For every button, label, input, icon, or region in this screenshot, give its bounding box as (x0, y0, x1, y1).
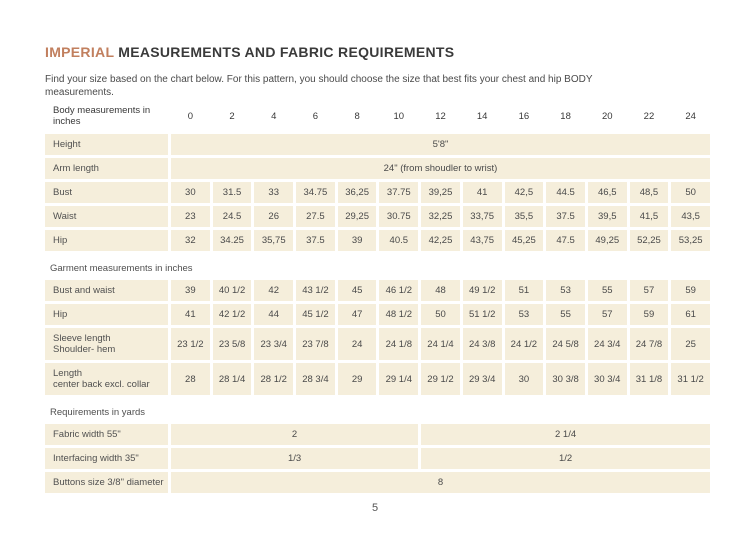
value-cell: 53,25 (671, 230, 710, 251)
value-cell: 39 (338, 230, 377, 251)
value-cell: 41,5 (630, 206, 669, 227)
value-cell: 37.5 (546, 206, 585, 227)
value-cell: 40 1/2 (213, 280, 252, 301)
value-cell: 31.5 (213, 182, 252, 203)
value-cell: 49 1/2 (463, 280, 502, 301)
size-column-header: 14 (476, 110, 488, 122)
section-header: Requirements in yards (50, 407, 146, 418)
value-cell: 45 1/2 (296, 304, 335, 325)
size-column-header: 20 (601, 110, 613, 122)
merged-value: 8 (171, 472, 710, 493)
value-cell: 24 1/8 (379, 328, 418, 360)
value-cell: 49,25 (588, 230, 627, 251)
value-cell: 43,5 (671, 206, 710, 227)
value-cell: 51 (505, 280, 544, 301)
value-cell: 39,5 (588, 206, 627, 227)
value-cell: 41 (171, 304, 210, 325)
value-cell: 51 1/2 (463, 304, 502, 325)
value-cell: 32,25 (421, 206, 460, 227)
value-cell: 24 7/8 (630, 328, 669, 360)
value-cell: 25 (671, 328, 710, 360)
value-cell: 24 3/8 (463, 328, 502, 360)
row-label: Hip (45, 230, 168, 251)
value-cell: 24 5/8 (546, 328, 585, 360)
value-cell: 23 1/2 (171, 328, 210, 360)
size-column-header: 2 (229, 110, 235, 122)
value-cell: 35,75 (254, 230, 293, 251)
row-label: Bust and waist (45, 280, 168, 301)
size-column-header: 0 (187, 110, 193, 122)
value-cell: 31 1/8 (630, 363, 669, 395)
value-cell: 33,75 (463, 206, 502, 227)
row-label (45, 328, 168, 360)
value-cell: 48 1/2 (379, 304, 418, 325)
value-cell: 39,25 (421, 182, 460, 203)
size-column-header: 24 (685, 110, 696, 122)
value-cell: 42,25 (421, 230, 460, 251)
value-cell: 42 (254, 280, 293, 301)
value-cell: 35,5 (505, 206, 544, 227)
row-label-line2: center back excl. collar (53, 379, 150, 390)
row-label: Hip (45, 304, 168, 325)
row-label-line2: Shoulder- hem (53, 344, 116, 355)
value-cell: 29 1/2 (421, 363, 460, 395)
value-cell: 50 (671, 182, 710, 203)
merged-value: 5'8" (171, 134, 710, 155)
value-cell: 55 (546, 304, 585, 325)
value-cell: 24 1/2 (505, 328, 544, 360)
value-cell: 37.5 (296, 230, 335, 251)
value-cell: 45 (338, 280, 377, 301)
value-cell: 28 1/2 (254, 363, 293, 395)
value-cell: 37.75 (379, 182, 418, 203)
value-cell: 28 3/4 (296, 363, 335, 395)
size-column-header: 4 (271, 110, 277, 122)
value-cell: 57 (630, 280, 669, 301)
value-cell: 48,5 (630, 182, 669, 203)
value-cell: 40.5 (379, 230, 418, 251)
value-cell: 30 (505, 363, 544, 395)
value-cell: 41 (463, 182, 502, 203)
value-cell: 44 (254, 304, 293, 325)
value-cell: 39 (171, 280, 210, 301)
value-cell: 24 (338, 328, 377, 360)
row-label: Interfacing width 35" (45, 448, 168, 469)
row-label-line1: Sleeve length (53, 333, 111, 344)
row-label (45, 363, 168, 395)
value-cell: 43,75 (463, 230, 502, 251)
value-cell: 42,5 (505, 182, 544, 203)
value-cell: 53 (546, 280, 585, 301)
value-cell: 46 1/2 (379, 280, 418, 301)
value-cell: 47.5 (546, 230, 585, 251)
intro-text: Find your size based on the chart below. For this pattern, you should choose the size that best fits your chest and hip BODY measurements. (45, 74, 593, 98)
value-cell: 57 (588, 304, 627, 325)
size-column-header: 12 (435, 110, 446, 122)
value-cell: 48 (421, 280, 460, 301)
size-column-header: 18 (560, 110, 571, 122)
value-cell: 24.5 (213, 206, 252, 227)
value-cell: 23 7/8 (296, 328, 335, 360)
value-cell: 61 (671, 304, 710, 325)
page-number: 5 (371, 502, 379, 514)
value-cell: 53 (505, 304, 544, 325)
value-cell: 24 1/4 (421, 328, 460, 360)
value-cell: 50 (421, 304, 460, 325)
row-label: Arm length (45, 158, 168, 179)
value-cell: 33 (254, 182, 293, 203)
size-column-header: 8 (354, 110, 360, 122)
value-cell: 34.75 (296, 182, 335, 203)
value-cell: 26 (254, 206, 293, 227)
value-cell: 29 (338, 363, 377, 395)
row-label: Buttons size 3/8" diameter (45, 472, 168, 493)
value-cell: 29 3/4 (463, 363, 502, 395)
value-cell: 45,25 (505, 230, 544, 251)
value-cell: 30 (171, 182, 210, 203)
value-cell: 30 3/4 (588, 363, 627, 395)
value-cell: 24 3/4 (588, 328, 627, 360)
row-label: Bust (45, 182, 168, 203)
row-label: Waist (45, 206, 168, 227)
value-cell: 30.75 (379, 206, 418, 227)
size-column-header: 16 (518, 110, 530, 122)
row-label: Fabric width 55" (45, 424, 168, 445)
merged-value: 2 (171, 424, 418, 445)
value-cell: 31 1/2 (671, 363, 710, 395)
value-cell: 28 (171, 363, 210, 395)
measurement-table (45, 102, 710, 493)
page-title (45, 44, 454, 60)
value-cell: 36,25 (338, 182, 377, 203)
value-cell: 34.25 (213, 230, 252, 251)
value-cell: 44.5 (546, 182, 585, 203)
value-cell: 28 1/4 (213, 363, 252, 395)
value-cell: 52,25 (630, 230, 669, 251)
value-cell: 23 5/8 (213, 328, 252, 360)
table-header-label: Body measurements in inches (53, 105, 151, 127)
value-cell: 43 1/2 (296, 280, 335, 301)
value-cell: 59 (630, 304, 669, 325)
page-title-rest: MEASUREMENTS AND FABRIC REQUIREMENTS (114, 44, 455, 60)
section-header: Garment measurements in inches (50, 263, 193, 274)
value-cell: 29,25 (338, 206, 377, 227)
value-cell: 30 3/8 (546, 363, 585, 395)
value-cell: 23 (171, 206, 210, 227)
row-label: Height (45, 134, 168, 155)
value-cell: 27.5 (296, 206, 335, 227)
value-cell: 59 (671, 280, 710, 301)
size-column-header: 22 (643, 110, 655, 122)
value-cell: 32 (171, 230, 210, 251)
merged-value: 24" (from shoudler to wrist) (171, 158, 710, 179)
value-cell: 42 1/2 (213, 304, 252, 325)
value-cell: 47 (338, 304, 377, 325)
size-column-header: 10 (393, 110, 405, 122)
merged-value: 1/2 (421, 448, 710, 469)
value-cell: 46,5 (588, 182, 627, 203)
value-cell: 23 3/4 (254, 328, 293, 360)
merged-value: 1/3 (171, 448, 418, 469)
value-cell: 55 (588, 280, 627, 301)
value-cell: 29 1/4 (379, 363, 418, 395)
size-column-header: 6 (312, 110, 319, 122)
row-label-line1: Length (53, 368, 83, 379)
page-title-highlight: IMPERIAL (45, 44, 115, 60)
merged-value: 2 1/4 (421, 424, 710, 445)
